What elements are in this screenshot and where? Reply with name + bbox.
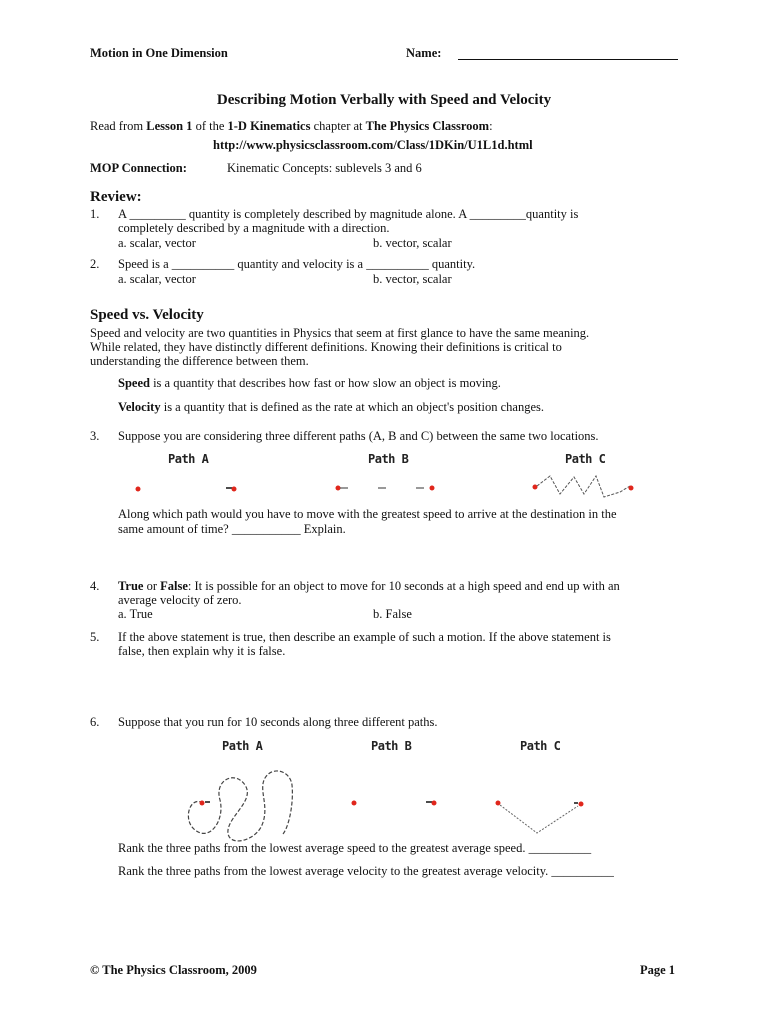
q6-path-b-end-dot [432,801,437,806]
q6-path-b-label: Path B [371,739,412,753]
mop-connection-label: MOP Connection: [90,161,187,175]
question-1-choice-a[interactable]: a. scalar, vector [118,236,196,250]
question-number: 2. [90,257,100,271]
footer-page-number: Page 1 [640,963,676,977]
speed-velocity-paragraph-line1: Speed and velocity are two quantities in Physics that seem at first glance to have the same meaning. [90,326,590,340]
q3-path-a-label: Path A [168,452,209,466]
page-title: Describing Motion Verbally with Speed and Velocity [216,92,552,108]
mop-connection-value: Kinematic Concepts: sublevels 3 and 6 [227,161,422,175]
question-2-choice-b[interactable]: b. vector, scalar [373,272,452,286]
question-5-line1: If the above statement is true, then describe an example of such a motion. If the above statement is [118,630,611,644]
question-3-line2: same amount of time? ___________ Explain. [118,522,346,536]
q6-path-c-v [500,805,578,833]
speed-velocity-paragraph-line2: While related, they have distinctly different definitions. Knowing their definitions is critical to [90,340,562,354]
question-number: 1. [90,207,100,221]
q3-path-c-end-dot [629,486,634,491]
speed-velocity-heading: Speed vs. Velocity [90,307,204,323]
q3-path-a-end-dot [232,487,237,492]
q6-path-b-start-dot [352,801,357,806]
q3-path-c-zigzag [537,476,630,497]
question-number: 6. [90,715,100,729]
q3-path-a-start-dot [136,487,141,492]
q6-path-c-end-dot [579,802,584,807]
question-number: 4. [90,579,100,593]
question-5-line2: false, then explain why it is false. [118,644,286,658]
reading-url-link[interactable]: http://www.physicsclassroom.com/Class/1DKin/U1L1d.html [213,138,533,152]
question-number: 3. [90,429,100,443]
question-1-line2: completely described by a magnitude with a direction. [118,221,390,235]
question-4-line2: average velocity of zero. [118,593,242,607]
name-label: Name: [406,46,442,60]
question-3-line1: Along which path would you have to move with the greatest speed to arrive at the destination in the [118,507,617,521]
q6-path-c-label: Path C [520,739,561,753]
question-6-text: Suppose that you run for 10 seconds along three different paths. [118,715,438,729]
footer-copyright: © The Physics Classroom, 2009 [90,963,257,977]
question-4-choice-a[interactable]: a. True [118,607,153,621]
speed-velocity-paragraph-line3: understanding the difference between them. [90,354,309,368]
speed-definition: Speed is a quantity that describes how fast or how slow an object is moving. [118,376,501,390]
question-6-rank-speed: Rank the three paths from the lowest average speed to the greatest average speed. __________ [118,841,592,855]
q6-path-a-curve [188,771,292,841]
q3-path-c-label: Path C [565,452,606,466]
q6-path-a-label: Path A [222,739,263,753]
q6-path-c-start-dot [496,801,501,806]
question-1-line1: A _________ quantity is completely described by magnitude alone. A _________quantity is [118,207,579,221]
question-2-line1: Speed is a __________ quantity and velocity is a __________ quantity. [118,257,476,271]
velocity-definition: Velocity is a quantity that is defined as the rate at which an object's position changes. [118,400,544,414]
q6-path-a-start-dot [200,801,205,806]
q3-path-b-label: Path B [368,452,409,466]
worksheet-topic: Motion in One Dimension [90,46,228,60]
review-heading: Review: [90,189,142,205]
q3-path-c-start-dot [533,485,538,490]
question-1-choice-b[interactable]: b. vector, scalar [373,236,452,250]
question-4-line1: True or False: It is possible for an object to move for 10 seconds at a high speed and end up with an [118,579,620,593]
question-3-text: Suppose you are considering three different paths (A, B and C) between the same two locations. [118,429,599,443]
q3-path-b-end-dot [430,486,435,491]
question-number: 5. [90,630,100,644]
question-2-choice-a[interactable]: a. scalar, vector [118,272,196,286]
question-6-rank-velocity: Rank the three paths from the lowest average velocity to the greatest average velocity. __________ [118,864,614,878]
reading-instructions: Read from Lesson 1 of the 1-D Kinematics chapter at The Physics Classroom: [90,119,493,133]
q3-path-b-start-dot [336,486,341,491]
question-4-choice-b[interactable]: b. False [373,607,412,621]
